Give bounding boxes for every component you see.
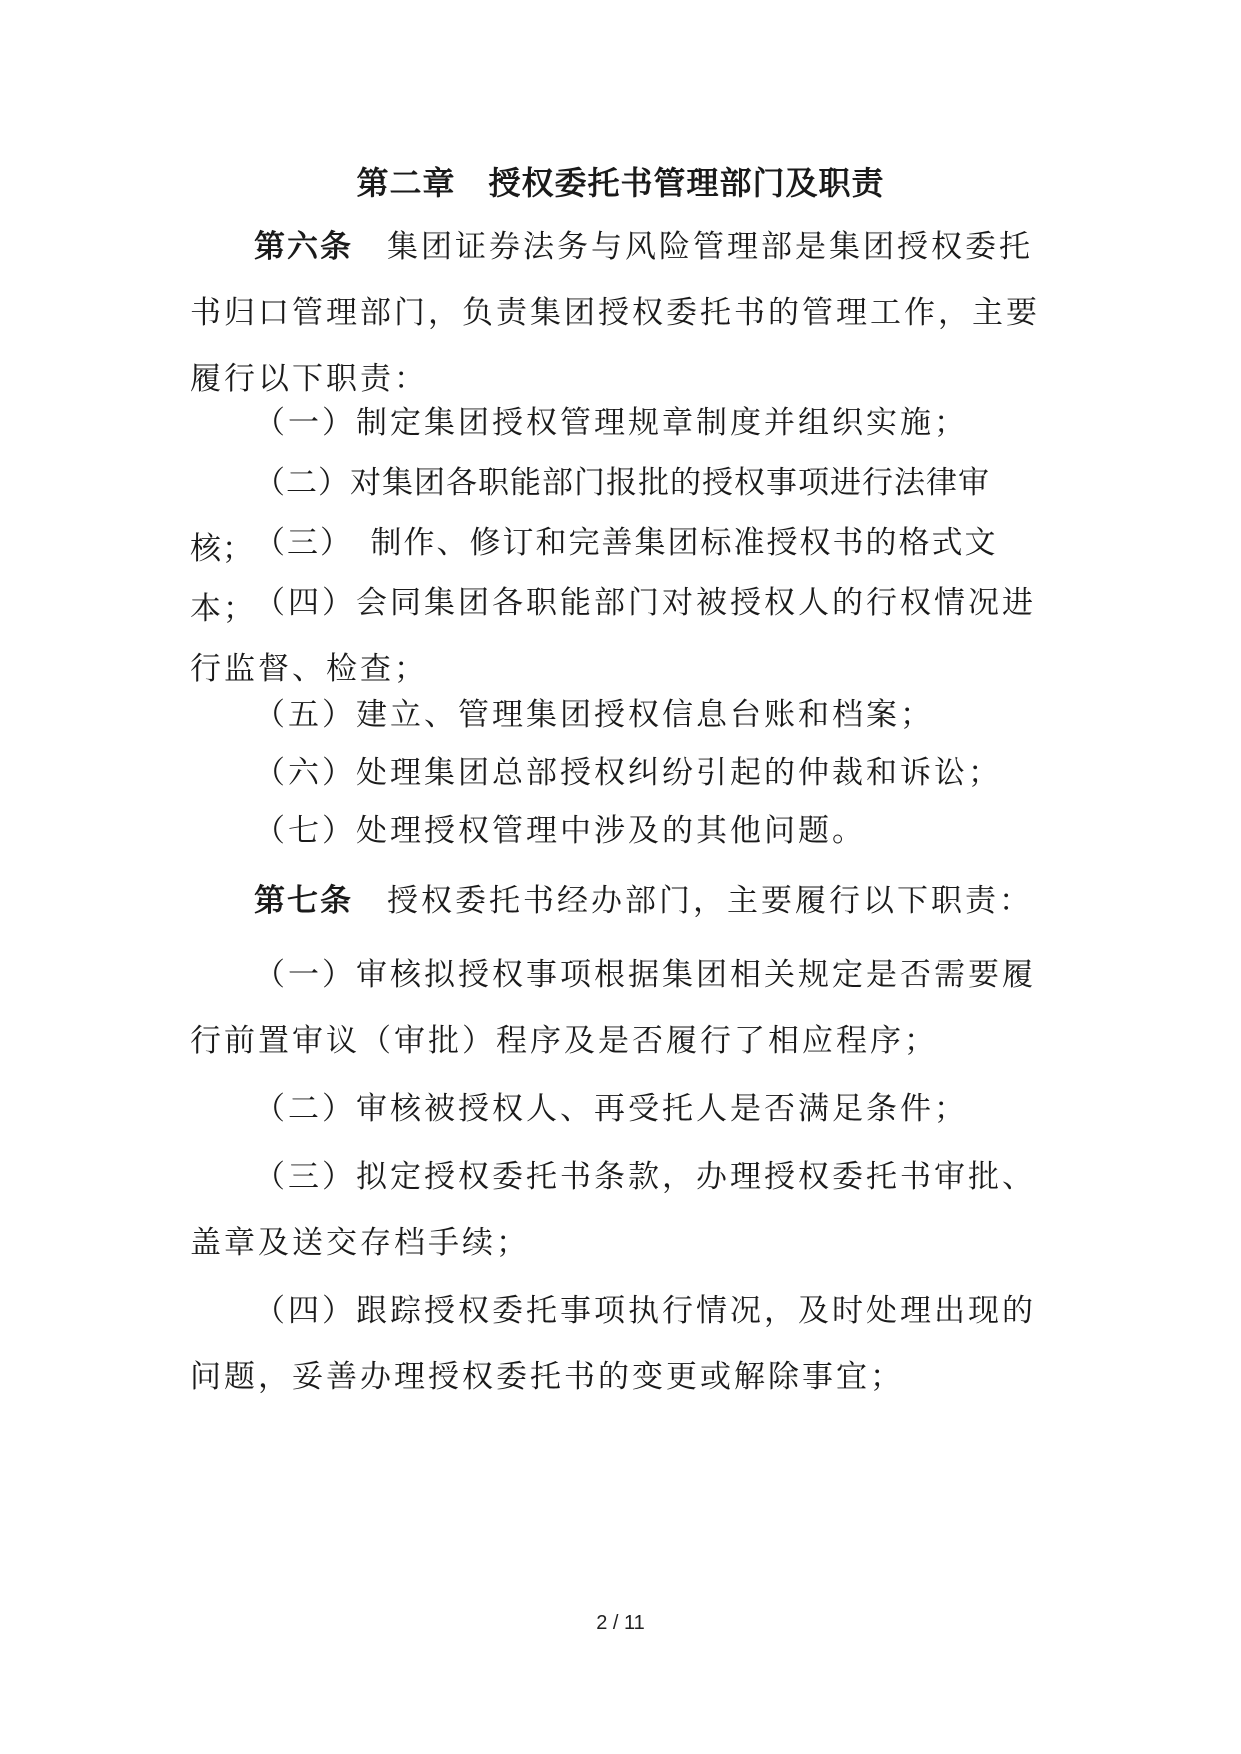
article-7-item-3: （三）拟定授权委托书条款，办理授权委托书审批、盖章及送交存档手续；	[190, 1159, 1036, 1261]
article-7-item-1: （一）审核拟授权事项根据集团相关规定是否需要履行前置审议（审批）程序及是否履行了相应程序；	[190, 957, 1036, 1059]
article-6-item-2: （二）对集团各职能部门报批的授权事项进行法律审核；	[190, 465, 990, 567]
article-6-item-7: （七）处理授权管理中涉及的其他问题。	[254, 813, 866, 849]
chapter-title: 第二章 授权委托书管理部门及职责	[356, 164, 885, 202]
article-6-item-5: （五）建立、管理集团授权信息台账和档案；	[254, 697, 934, 733]
article-7-label: 第七条	[254, 883, 353, 919]
article-6-item-4: （四）会同集团各职能部门对被授权人的行权情况进行监督、检查；	[190, 585, 1036, 687]
article-7-item-2: （二）审核被授权人、再受托人是否满足条件；	[254, 1091, 968, 1127]
article-7-text: 授权委托书经办部门，主要履行以下职责：	[353, 883, 1033, 919]
article-6-item-3: （三） 制作、修订和完善集团标准授权书的格式文本；	[190, 525, 998, 627]
article-6-text: 集团证券法务与风险管理部是集团授权委托书归口管理部门，负责集团授权委托书的管理工作，主要履行以下职责：	[190, 229, 1040, 397]
article-6-item-6: （六）处理集团总部授权纠纷引起的仲裁和诉讼；	[254, 755, 1002, 791]
article-6-label: 第六条	[254, 229, 353, 265]
article-6-intro	[190, 214, 1052, 412]
article-7-intro	[190, 868, 1052, 934]
page-number: 2 / 11	[596, 1612, 645, 1634]
article-6-item-1: （一）制定集团授权管理规章制度并组织实施；	[254, 405, 968, 441]
article-7-item-4: （四）跟踪授权委托事项执行情况，及时处理出现的问题，妥善办理授权委托书的变更或解除事宜；	[190, 1293, 1036, 1395]
